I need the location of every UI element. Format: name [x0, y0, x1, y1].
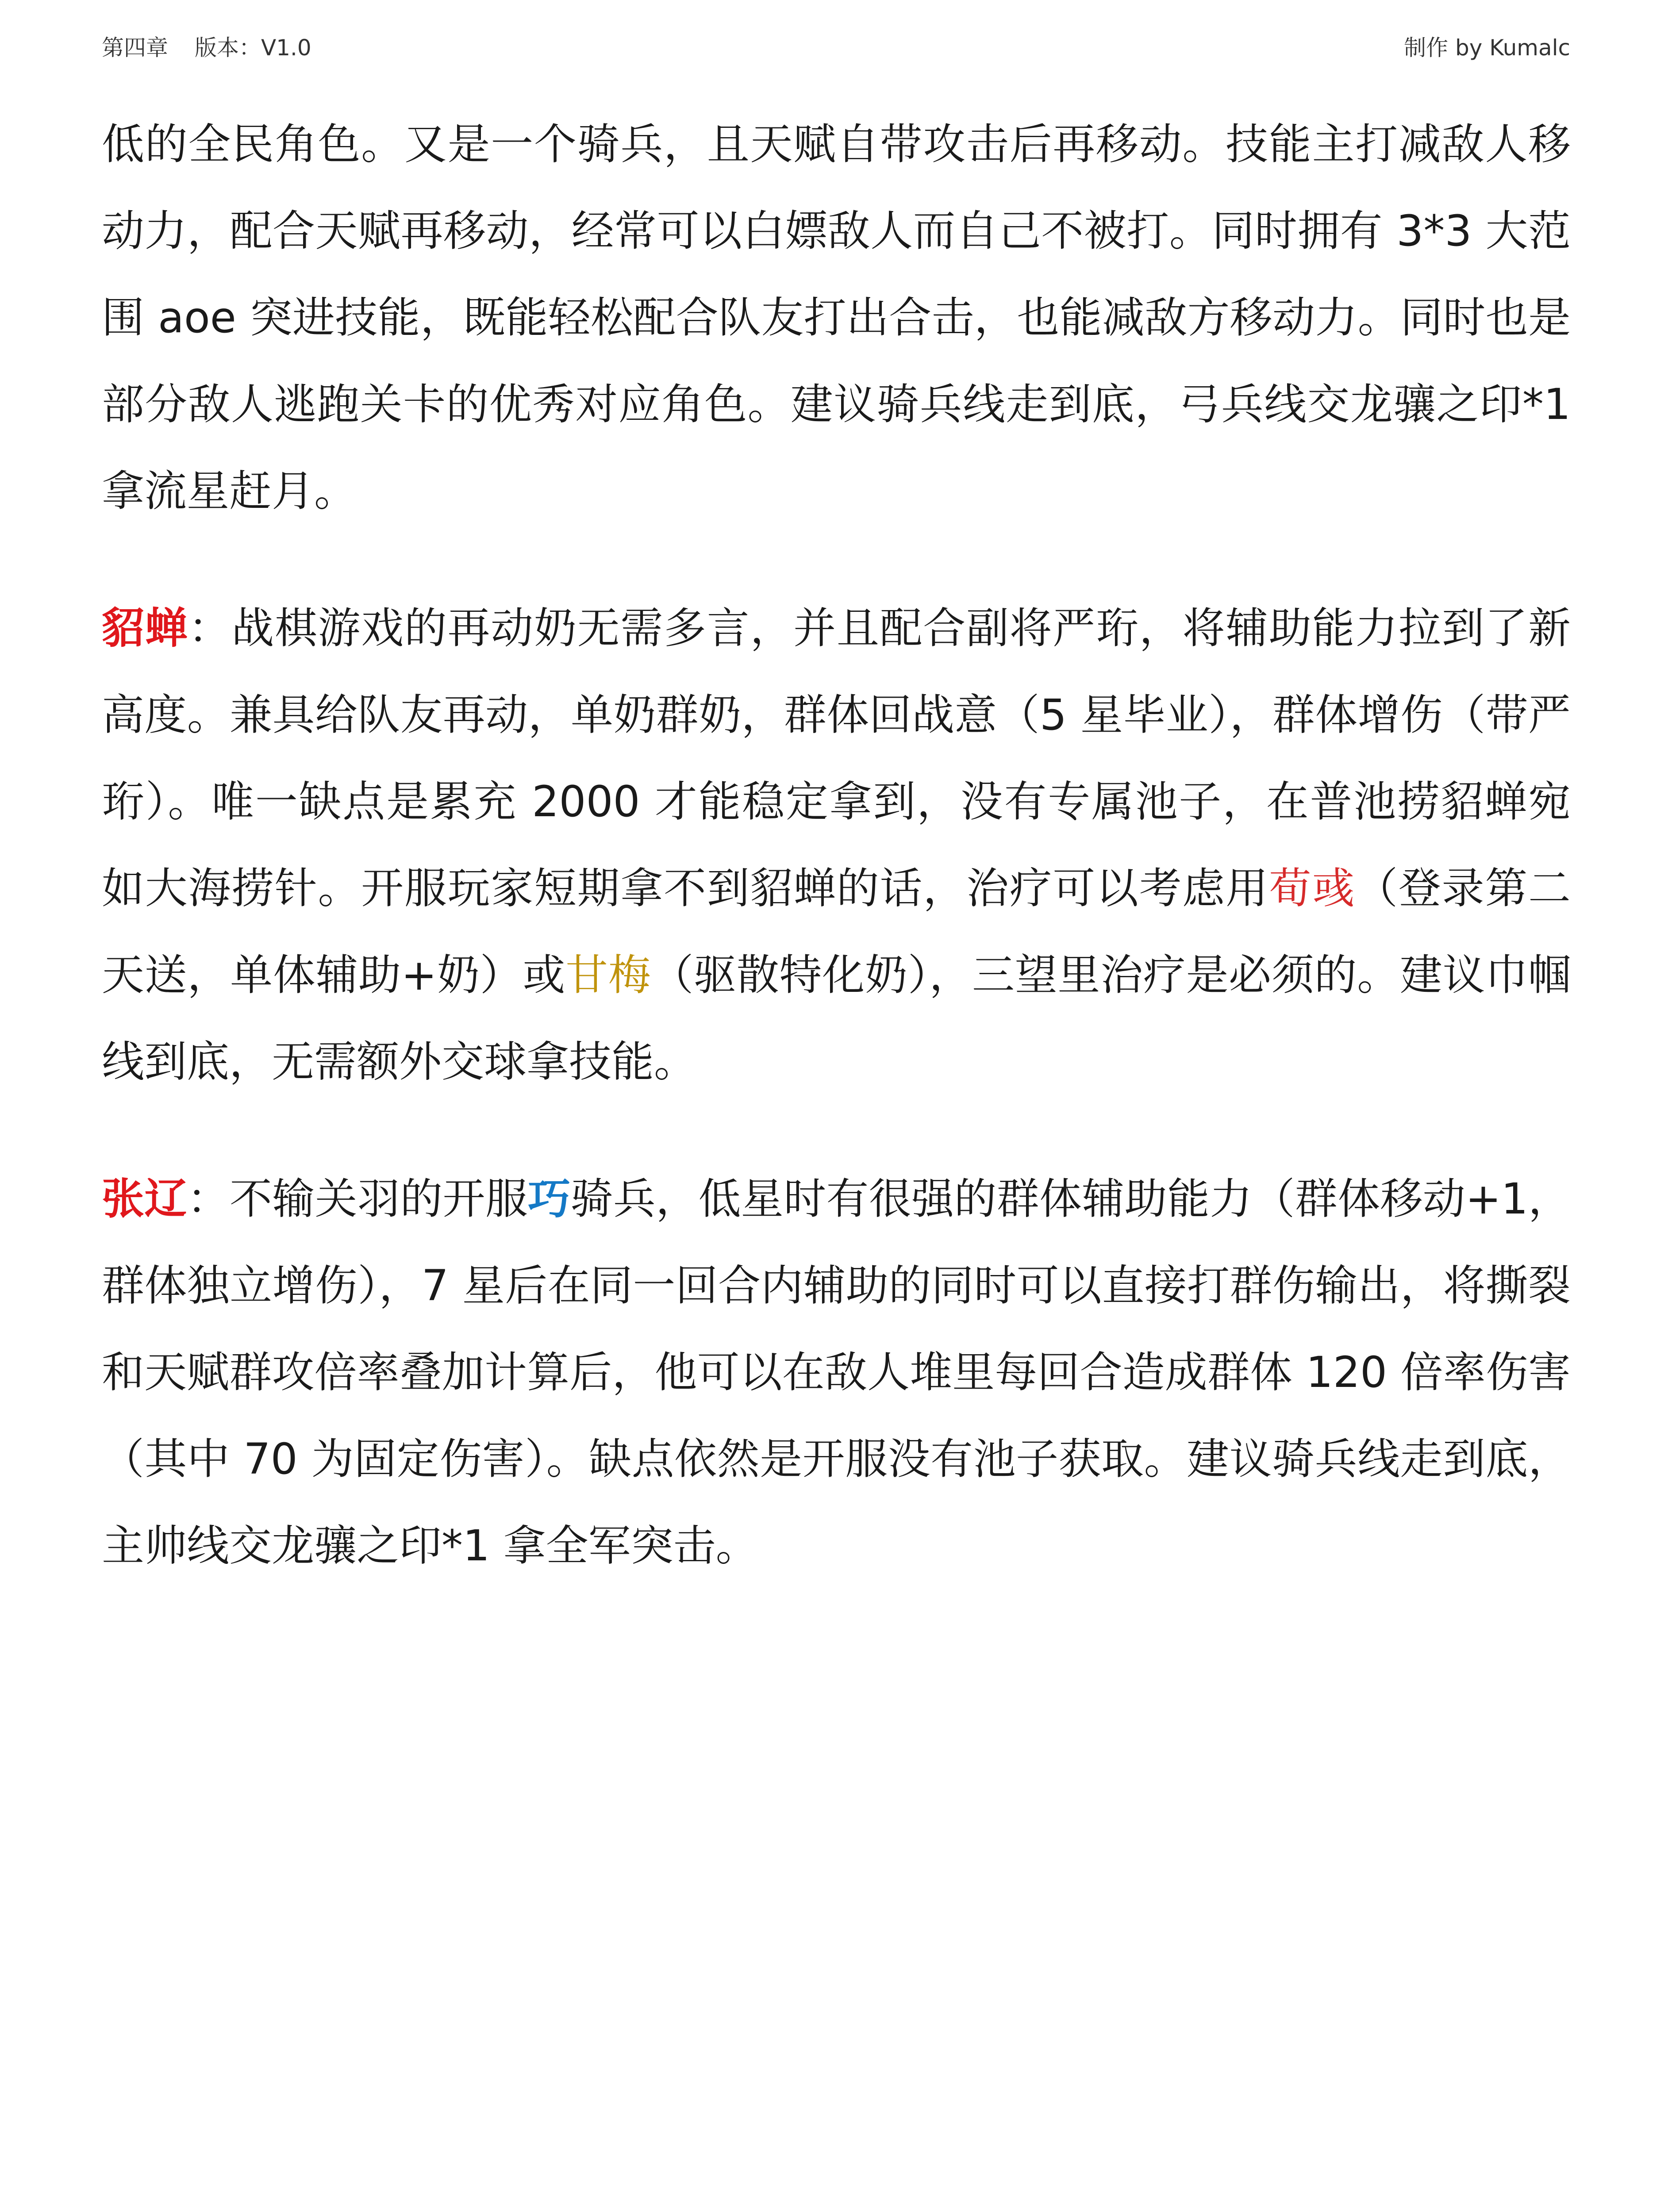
paragraph-text: 骑兵，低星时有很强的群体辅助能力（群体移动+1，群体独立增伤），7 星后在同一回合内辅助的同时可以直接打群伤输出，将撕裂和天赋群攻倍率叠加计算后，他可以在敌人堆里每回合造成群体 120 倍率伤害（其中 70 为固定伤害）。缺点依然是开服没有池子获取。建议骑兵线走到底，主帅线交龙骧之印*1 拿全军突击。 — [102, 1174, 1571, 1571]
character-name: 貂蝉 — [102, 603, 188, 653]
version-label: 版本：V1.0 — [195, 35, 311, 61]
paragraph-text: 战棋游戏的再动奶无需多言，并且配合副将严珩，将辅助能力拉到了新高度。兼具给队友再动，单奶群奶，群体回战意（5 星毕业），群体增伤（带严珩）。唯一缺点是累充 2000 才能稳定拿到，没有专属池子，在普池捞貂蝉宛如大海捞针。开服玩家短期拿不到貂蝉的话，治疗可以考虑用 — [102, 603, 1571, 913]
author-label: 制作 by Kumalc — [1404, 35, 1570, 61]
chapter-label: 第四章 — [102, 35, 168, 61]
paragraph-intro — [102, 101, 1571, 534]
highlight-character-ganmei: 甘梅 — [565, 950, 651, 1000]
character-name: 张辽 — [102, 1174, 187, 1224]
paragraph-text: （驱散特化奶），三望里治疗是必须的。建议巾帼线到底，无需额外交球拿技能。 — [102, 950, 1571, 1087]
name-separator: ： — [188, 603, 232, 653]
paragraph-text: 不输关羽的开服 — [229, 1174, 528, 1224]
paragraph-diaochan — [102, 585, 1571, 1105]
paragraph-text: 低的全民角色。又是一个骑兵，且天赋自带攻击后再移动。技能主打减敌人移动力，配合天赋再移动，经常可以白嫖敌人而自己不被打。同时拥有 3*3 大范围 aoe 突进技能，既能轻松配合队友打出合击，也能减敌方移动力。同时也是部分敌人逃跑关卡的优秀对应角色。建议骑兵线走到底，弓兵线交龙骧之印*1 拿流星赶月。 — [102, 119, 1571, 516]
page-header-left — [102, 30, 311, 65]
highlight-class-qiao: 巧 — [528, 1174, 571, 1224]
paragraph-zhangliao — [102, 1156, 1571, 1589]
highlight-character-xunyu: 荀彧 — [1268, 864, 1356, 913]
paragraph-text: （登录第二天送，单体辅助+奶）或 — [102, 864, 1571, 1000]
document-body — [102, 101, 1571, 1640]
name-separator: ： — [187, 1174, 230, 1224]
